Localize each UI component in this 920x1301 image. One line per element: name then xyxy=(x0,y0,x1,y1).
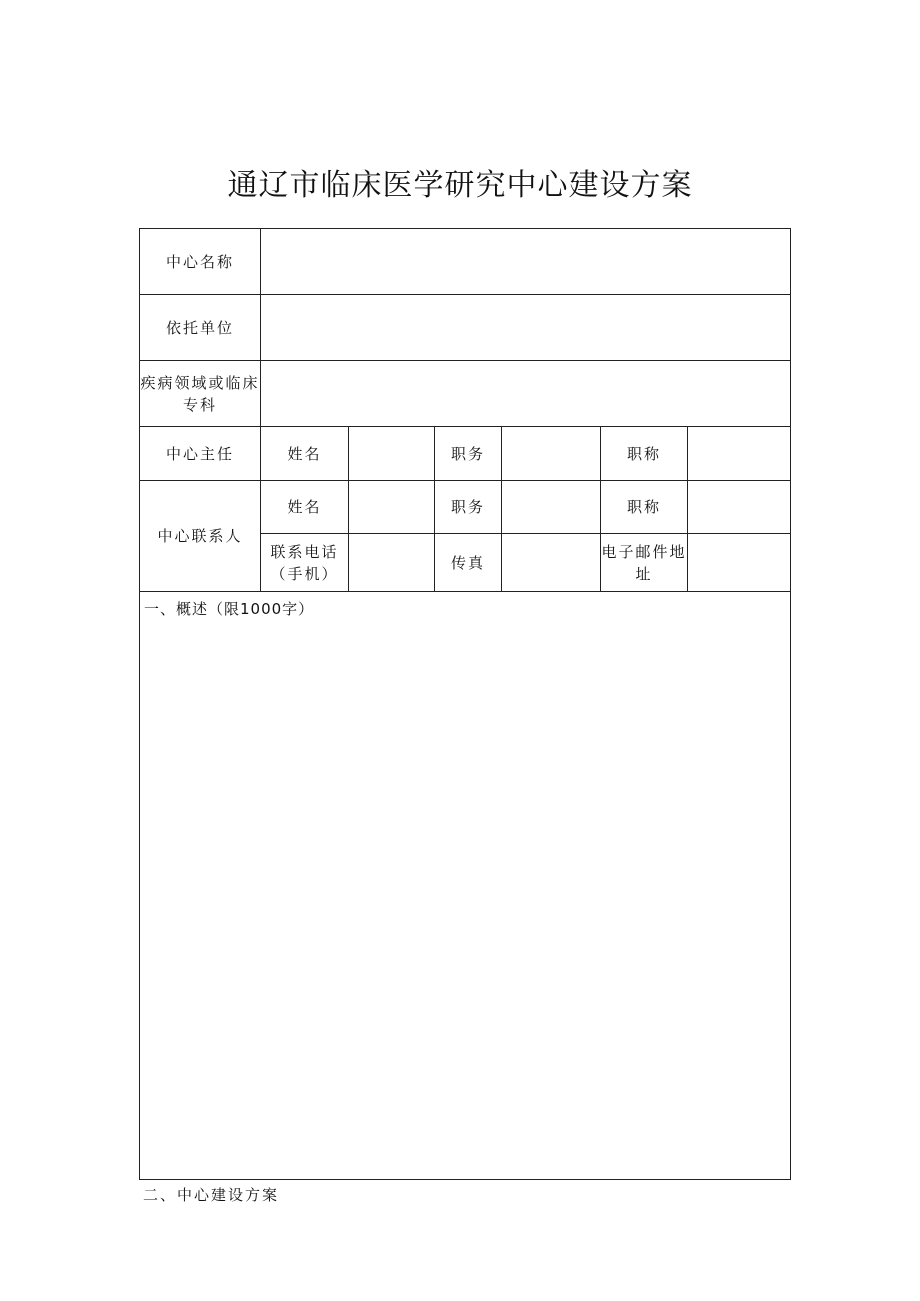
row-center-name xyxy=(140,229,791,295)
row-contact-1 xyxy=(140,481,791,534)
row-host-unit xyxy=(140,295,791,361)
page-title: 通辽市临床医学研究中心建设方案 xyxy=(227,168,693,203)
director-title-label: 职称 xyxy=(601,427,688,481)
contact-position-label: 职务 xyxy=(435,481,502,534)
contact-name-field[interactable] xyxy=(349,481,435,534)
director-title-field[interactable] xyxy=(688,427,791,481)
center-name-field[interactable] xyxy=(261,229,791,295)
director-position-label: 职务 xyxy=(435,427,502,481)
contact-name-label: 姓名 xyxy=(261,481,349,534)
director-name-field[interactable] xyxy=(349,427,435,481)
contact-title-label: 职称 xyxy=(601,481,688,534)
contact-email-label: 电子邮件地址 xyxy=(601,534,688,592)
contact-label: 中心联系人 xyxy=(140,481,261,592)
director-position-field[interactable] xyxy=(502,427,601,481)
director-name-label: 姓名 xyxy=(261,427,349,481)
center-name-label: 中心名称 xyxy=(140,229,261,295)
director-label: 中心主任 xyxy=(140,427,261,481)
contact-title-field[interactable] xyxy=(688,481,791,534)
disease-field-field[interactable] xyxy=(261,361,791,427)
overview-textarea[interactable] xyxy=(140,592,791,1180)
contact-position-field[interactable] xyxy=(502,481,601,534)
host-unit-label: 依托单位 xyxy=(140,295,261,361)
contact-email-field[interactable] xyxy=(688,534,791,592)
disease-field-label: 疾病领域或临床专科 xyxy=(140,361,261,427)
contact-fax-label: 传真 xyxy=(435,534,502,592)
contact-phone-label: 联系电话（手机） xyxy=(261,534,349,592)
row-disease-field xyxy=(140,361,791,427)
application-form-table xyxy=(139,228,791,1180)
overview-label: 一、概述（限1000字） xyxy=(144,600,315,618)
contact-phone-field[interactable] xyxy=(349,534,435,592)
contact-fax-field[interactable] xyxy=(502,534,601,592)
plan-section-label: 二、中心建设方案 xyxy=(143,1186,280,1204)
row-director xyxy=(140,427,791,481)
row-overview xyxy=(140,592,791,1180)
host-unit-field[interactable] xyxy=(261,295,791,361)
